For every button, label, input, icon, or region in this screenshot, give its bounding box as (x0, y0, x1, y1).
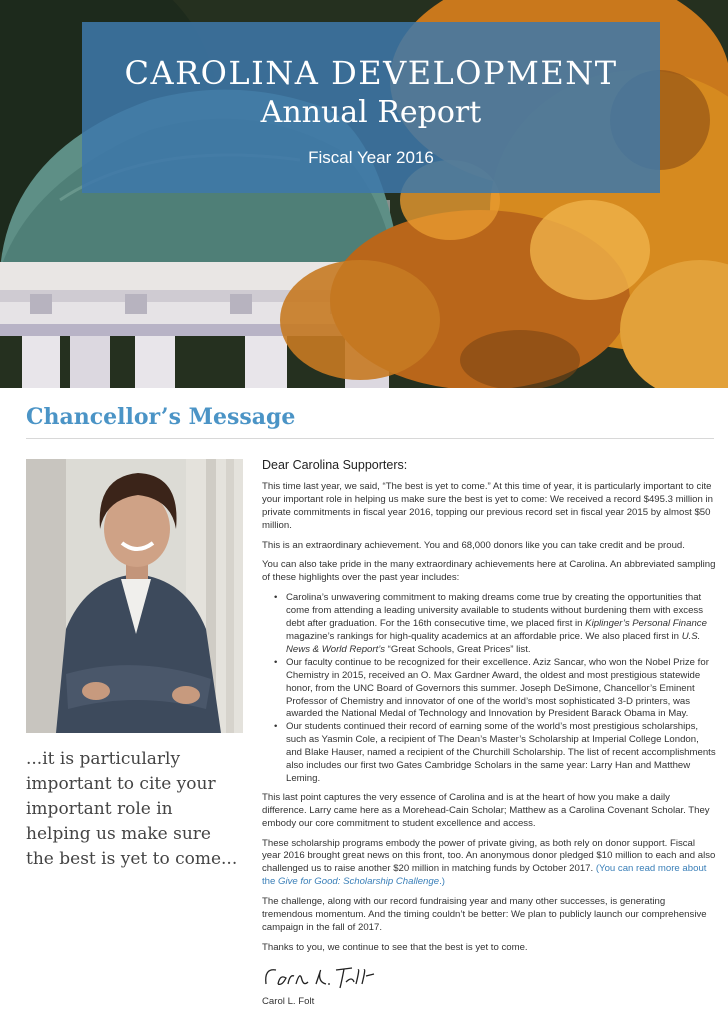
section-heading: Chancellor’s Message (26, 404, 296, 430)
chancellor-portrait (26, 459, 243, 733)
fiscal-year: Fiscal Year 2016 (308, 148, 434, 167)
pull-quote: ...it is particularly important to cite your important role in helping us make sure the best is yet to come... (26, 749, 238, 869)
letter-paragraph: The challenge, along with our record fundraising year and many other successes, is generating tremendous momentum. And the timing couldn’t be better: We plan to publicly launch our comprehensive campaign in the fall of 2017. (262, 896, 707, 933)
list-item (280, 721, 716, 786)
link-text: (You can read more about the (262, 863, 707, 888)
list-item-text: Our students continued their record of earning some of the world’s most prestigious scholarships, such as Yasmin Cole, a recipient of The Dean’s Master’s Scholarship at Imperial College London, and Blake Hauser, named a recipient of the Churchill Scholarship. The list of recent accomplishments also includes our first two Gates Cambridge Scholars in the same year: Larry Han and Matthew Leming. (286, 721, 716, 784)
link-text: Give for Good: Scholarship Challenge (278, 876, 440, 888)
report-title: CAROLINA DEVELOPMENT (124, 54, 618, 92)
letter-paragraph: This last point captures the very essence of Carolina and is at the heart of how you make a daily difference. Larry came here as a Morehead-Cain Scholar; Matthew as a Carolina Covenant Scholar. They embody our core commitment to student excellence and access. (262, 791, 710, 829)
handwritten-signature (262, 962, 716, 994)
letter-paragraph: You can also take pride in the many extraordinary achievements here at Carolina. An abbreviated sampling of these highlights over the past year includes: (262, 559, 716, 584)
list-item-text: Carolina’s unwavering commitment to making dreams come true by creating the opportunities that come from attending a leading university available to students without burdening them with excess debt after graduation. For the 16th consecutive time, we placed first in (286, 592, 704, 630)
paragraph-text: These scholarship programs embody the power of private giving, as both rely on donor support. Fiscal year 2016 brought great news on this front, too. An anonymous donor pledged $10 million to each and also challenged us to raise another $20 million in matching funds by October 2017. (262, 837, 716, 875)
heading-divider (26, 438, 714, 439)
publication-name: U.S. News & World Report’s (286, 630, 701, 655)
link-text: .) (439, 876, 445, 888)
report-title-box (82, 22, 660, 193)
letter-paragraph: This time last year, we said, “The best is yet to come.” At this time of year, it is particularly important to cite your important role in helping us make sure the best is yet to come: We received a record $495.3 million in private commitments in fiscal year 2016, topping our previous record set in fiscal year 2015 by almost $50 million. (262, 480, 713, 531)
letter-paragraph: Thanks to you, we continue to see that the best is yet to come. (262, 941, 528, 953)
list-item-text: magazine’s rankings for high-quality academics at an affordable price. We also placed first in (286, 630, 682, 642)
letter-paragraph: This is an extraordinary achievement. You and 68,000 donors like you can take credit and be proud. (262, 539, 685, 551)
list-item-text: Our faculty continue to be recognized for their excellence. Aziz Sancar, who won the Nobel Prize for Chemistry in 2015, received an O. Max Gardner Award, the oldest and most prestigious statewide honor, from the UNC Board of Governors this summer. Joseph DeSimone, Chancellor’s Eminent Professor of Chemistry and innovator of one of the world’s most sophisticated 3-D printers, was awarded the National Medal of Technology and Innovation by President Barack Obama in May. (286, 656, 709, 720)
list-item (280, 657, 716, 722)
letter-body (262, 459, 716, 1009)
list-item-text: “Great Schools, Great Prices” list. (385, 643, 531, 655)
hero-banner (0, 0, 728, 388)
letter-greeting: Dear Carolina Supporters: (262, 458, 408, 472)
signer-name: Carol L. Folt (262, 995, 315, 1007)
highlights-list (280, 592, 716, 786)
list-item (280, 592, 716, 657)
letter-paragraph (262, 838, 716, 890)
publication-name: Kiplinger’s Personal Finance (585, 618, 707, 630)
report-subtitle: Annual Report (260, 95, 482, 130)
